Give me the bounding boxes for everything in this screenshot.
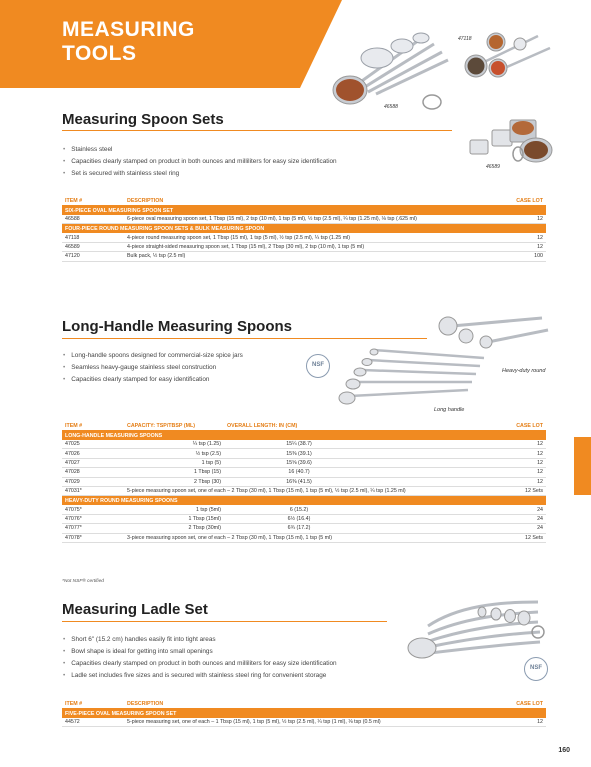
case-lot: 12 (486, 215, 546, 224)
bullet-item: • Stainless steel (62, 144, 337, 156)
section-rule (62, 621, 387, 622)
bullet-item: • Capacities clearly stamped on product in both ounces and milliliters for easy size identification (62, 156, 337, 168)
item-number: 47076* (62, 514, 124, 523)
column-header: CAPACITY: TSP/TBSP (ML) (124, 421, 224, 431)
long-handle-spoons-photo (334, 346, 494, 408)
case-lot: 12 (486, 449, 546, 458)
overall-length: 16⅜ (41.5) (224, 477, 374, 486)
section-rule (62, 338, 427, 339)
section-title-spoon-sets: Measuring Spoon Sets (62, 111, 224, 128)
side-tab-marker (574, 437, 591, 495)
capacity: 1 tsp (5) (124, 458, 224, 467)
item-number: 44572 (62, 718, 124, 727)
bullet-item: • Bowl shape is ideal for getting into small openings (62, 646, 337, 658)
bullet-item: • Long-handle spoons designed for commercial-size spice jars (62, 350, 243, 362)
section-title-long-handle: Long-Handle Measuring Spoons (62, 318, 293, 335)
page-title-line1: MEASURING (62, 18, 195, 41)
item-number: 46588 (62, 215, 124, 224)
overall-length: 6½ (16.4) (224, 514, 374, 523)
item-number: 47026 (62, 449, 124, 458)
case-lot: 100 (486, 252, 546, 261)
table-header-row (62, 196, 546, 206)
footnote-not-nsf: *Not NSF® certified (62, 579, 104, 584)
item-number: 47027 (62, 458, 124, 467)
overall-length: 15⅜ (39.1) (224, 449, 374, 458)
item-number: 46589 (62, 242, 124, 251)
bullet-item: • Short 6" (15.2 cm) handles easily fit into tight areas (62, 634, 337, 646)
bullet-item: • Seamless heavy-gauge stainless steel construction (62, 362, 243, 374)
description: 4-piece straight-sided measuring spoon set, 1 Tbsp (15 ml), 2 Tbsp (30 ml), 2 tsp (10 ml), 1 tsp (5 ml) (124, 242, 486, 251)
spoon-set-photo-46589 (462, 112, 558, 172)
case-lot: 12 (486, 477, 546, 486)
table-header-row (62, 421, 546, 431)
table-row (62, 458, 546, 467)
overall-length: 16 (40.7) (224, 468, 374, 477)
column-header: OVERALL LENGTH: IN (CM) (224, 421, 374, 431)
column-header: ITEM # (62, 699, 124, 709)
spec-table-long-handle (62, 421, 546, 543)
column-header: ITEM # (62, 196, 124, 206)
case-lot: 12 (486, 242, 546, 251)
page-title-line2: TOOLS (62, 42, 137, 65)
case-lot: 12 (486, 233, 546, 242)
nsf-certified-icon (524, 657, 548, 681)
column-header: CASE LOT (486, 699, 546, 709)
table-row (62, 215, 546, 224)
table-row (62, 477, 546, 486)
case-lot: 24 (486, 524, 546, 533)
table-row (62, 242, 546, 251)
description: 5-piece measuring set, one of each – 1 Tbsp (15 ml), 1 tsp (5 ml), ½ tsp (2.5 ml), ¼ tsp (1 ml), ⅛ tsp (0.5 ml) (124, 718, 486, 727)
spoon-set-photo-47118 (458, 28, 558, 80)
column-header: CASE LOT (486, 421, 546, 431)
table-group-row: FIVE-PIECE OVAL MEASURING SPOON SET (62, 709, 546, 719)
table-row (62, 449, 546, 458)
table-row-set (62, 533, 546, 542)
bullet-list-spoon-sets (62, 144, 337, 180)
bullet-list-long-handle (62, 350, 243, 386)
capacity: 1 tsp (5ml) (124, 505, 224, 514)
caption-long-handle: Long handle (434, 407, 465, 413)
set-description: 3-piece measuring spoon set, one of each – 2 Tbsp (30 ml), 1 Tbsp (15 ml), 1 tsp (5 ml) (124, 533, 486, 542)
bullet-item: • Set is secured with stainless steel ring (62, 168, 337, 180)
case-lot: 12 Sets (486, 486, 546, 495)
column-header: ITEM # (62, 421, 124, 431)
spec-table-spoon-sets (62, 196, 546, 262)
caption-heavy-duty: Heavy-duty round (502, 368, 546, 374)
overall-length: 6¾ (17.2) (224, 524, 374, 533)
table-row-set (62, 486, 546, 495)
page-title (62, 18, 195, 66)
overall-length: 6 (15.2) (224, 505, 374, 514)
table-row (62, 505, 546, 514)
overall-length: 15⅝ (39.6) (224, 458, 374, 467)
case-lot: 12 (486, 440, 546, 449)
case-lot: 12 (486, 718, 546, 727)
capacity: 1 Tbsp (15) (124, 468, 224, 477)
column-header: DESCRIPTION (124, 699, 486, 709)
item-number: 47075* (62, 505, 124, 514)
photo3-label: 46589 (486, 164, 500, 170)
capacity: 1 Tbsp (15ml) (124, 514, 224, 523)
item-number: 47031* (62, 486, 124, 495)
page-number: 160 (558, 747, 570, 754)
table-row (62, 514, 546, 523)
nsf-certified-icon (306, 354, 330, 378)
table-row (62, 440, 546, 449)
table-group-row: HEAVY-DUTY ROUND MEASURING SPOONS (62, 496, 546, 506)
case-lot: 12 (486, 468, 546, 477)
bullet-item: • Capacities clearly stamped on product in both ounces and milliliters for easy size identification (62, 658, 337, 670)
item-number: 47120 (62, 252, 124, 261)
item-number: 47025 (62, 440, 124, 449)
table-row (62, 524, 546, 533)
table-group-row: FOUR-PIECE ROUND MEASURING SPOON SETS & BULK MEASURING SPOON (62, 224, 546, 234)
capacity: 2 Tbsp (30ml) (124, 524, 224, 533)
item-number: 47118 (62, 233, 124, 242)
item-number: 47028 (62, 468, 124, 477)
case-lot: 24 (486, 505, 546, 514)
capacity: ½ tsp (2.5) (124, 449, 224, 458)
table-row (62, 252, 546, 261)
table-group-row: SIX-PIECE OVAL MEASURING SPOON SET (62, 206, 546, 216)
section-rule (62, 130, 452, 131)
capacity: 2 Tbsp (30) (124, 477, 224, 486)
table-row (62, 468, 546, 477)
column-header: CASE LOT (486, 196, 546, 206)
description: Bulk pack, ½ tsp (2.5 ml) (124, 252, 486, 261)
description: 4-piece round measuring spoon set, 1 Tbsp (15 ml), 1 tsp (5 ml), ½ tsp (2.5 ml), ¼ tsp (1.25 ml) (124, 233, 486, 242)
case-lot: 12 (486, 458, 546, 467)
column-header: DESCRIPTION (124, 196, 486, 206)
bullet-list-ladle-set (62, 634, 337, 682)
spec-table-ladle-set (62, 699, 546, 727)
bullet-item: • Ladle set includes five sizes and is secured with stainless steel ring for convenient storage (62, 670, 337, 682)
item-number: 47029 (62, 477, 124, 486)
set-description: 5-piece measuring spoon set, one of each – 2 Tbsp (30 ml), 1 Tbsp (15 ml), 1 tsp (5 ml), ½ tsp (2.5 ml), ¼ tsp (1.25 ml) (124, 486, 486, 495)
case-lot: 12 Sets (486, 533, 546, 542)
overall-length: 15¼ (38.7) (224, 440, 374, 449)
description: 6-piece oval measuring spoon set, 1 Tbsp (15 ml), 2 tsp (10 ml), 1 tsp (5 ml), ½ tsp (2.5 ml), ¼ tsp (1.25 ml), ⅛ tsp (.625 ml) (124, 215, 486, 224)
spoon-set-photo-46588 (322, 28, 460, 110)
table-row (62, 233, 546, 242)
photo2-label: 47118 (458, 36, 472, 42)
case-lot: 24 (486, 514, 546, 523)
capacity: ¼ tsp (1.25) (124, 440, 224, 449)
table-header-row (62, 699, 546, 709)
table-group-row: LONG-HANDLE MEASURING SPOONS (62, 431, 546, 441)
table-row (62, 718, 546, 727)
bullet-item: • Capacities clearly stamped for easy identification (62, 374, 243, 386)
photo1-label: 46588 (384, 104, 398, 110)
nsf-label: NSF (530, 665, 542, 671)
item-number: 47078* (62, 533, 124, 542)
nsf-label: NSF (312, 362, 324, 368)
item-number: 47077* (62, 524, 124, 533)
section-title-ladle-set: Measuring Ladle Set (62, 601, 208, 618)
